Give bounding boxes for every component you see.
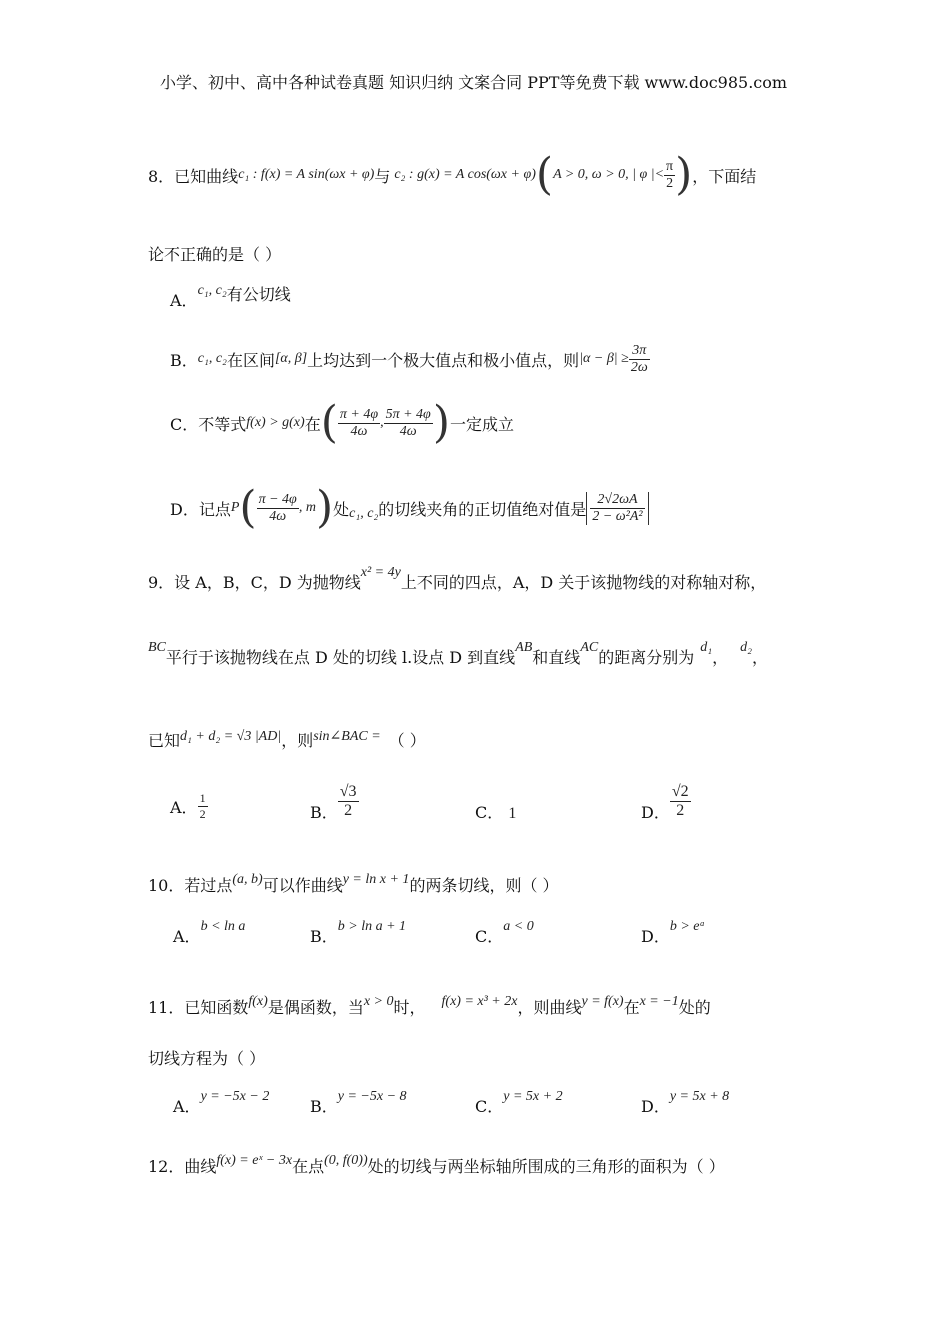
q8-c-numerator-2: 5π + 4φ	[385, 406, 431, 422]
q9-a-label: A．	[170, 797, 198, 817]
q11-point: x = −1	[639, 994, 679, 1009]
q12-function: f(x) = eˣ − 3x	[216, 1153, 293, 1168]
q10-b-value: b > ln a + 1	[337, 919, 407, 934]
q8-a-label: A．	[170, 291, 198, 310]
q8-b-math-1: c₁, c₂	[197, 351, 227, 366]
q8-c-text-1: 不等式	[198, 414, 247, 434]
q8-left-paren: (	[535, 149, 554, 200]
q12-point: (0, f(0))	[324, 1153, 368, 1168]
q11-text-3: 时，	[393, 998, 426, 1017]
q8-a-math: c₁, c₂	[197, 283, 227, 298]
q8-line-2: 论不正确的是（ ）	[148, 245, 282, 264]
q8-c-left-paren: (	[320, 397, 338, 448]
q8-option-b	[170, 336, 650, 382]
q9-a-denominator: 2	[199, 806, 206, 821]
q9-text-5: 的距离分别为	[598, 648, 695, 667]
q11-b-label: B．	[310, 1097, 338, 1116]
q9-ac: AC	[580, 640, 599, 655]
q8-d-value-denominator: 2 − ω²A²	[592, 508, 643, 524]
q9-c-label: C．	[475, 803, 504, 822]
q8-d-numerator: π − 4φ	[258, 491, 297, 507]
q9-option-c	[475, 800, 516, 823]
q8-c-denominator-1: 4ω	[350, 423, 368, 439]
q8-text-with: 与	[374, 166, 391, 186]
q11-a-value: y = −5x − 2	[200, 1089, 270, 1104]
question-10	[148, 873, 559, 896]
q9-d-denominator: 2	[676, 801, 685, 819]
q8-c-text-2: 在	[304, 414, 321, 434]
q11-a-label: A．	[173, 1097, 201, 1116]
q8-cond-denominator: 2	[666, 175, 674, 191]
q9-text-1: 9．设 A，B，C，D 为抛物线	[148, 573, 361, 592]
q11-definition: f(x) = x³ + 2x	[441, 994, 518, 1009]
q8-tail: ，下面结	[692, 166, 757, 186]
q10-b-label: B．	[310, 927, 338, 946]
q8-d-text-3: 的切线夹角的正切值绝对值是	[378, 499, 587, 519]
q10-option-d	[641, 919, 706, 947]
q9-a-fraction	[198, 791, 208, 822]
q8-d-point: P	[230, 500, 240, 515]
q9-a-numerator: 1	[199, 790, 206, 805]
question-9-line-1	[148, 565, 767, 593]
q9-parabola: x² = 4y	[360, 565, 401, 580]
q11-d-label: D．	[641, 1097, 670, 1116]
q12-text-3: 处的切线与两坐标轴所围成的三角形的面积为（ ）	[367, 1157, 725, 1176]
q11-option-c	[475, 1089, 563, 1117]
q9-d-numerator: √2	[671, 782, 689, 800]
q8-d-text-2: 处	[333, 499, 350, 519]
q9-text-10: （ ）	[388, 731, 426, 750]
q10-d-label: D．	[641, 927, 670, 946]
q8-c-right-paren: )	[432, 397, 450, 448]
q8-condition-fraction	[664, 159, 675, 192]
q8-d-value-fraction	[590, 492, 644, 525]
q9-b-numerator: √3	[339, 782, 357, 800]
q9-sin-expression: sin∠BAC =	[313, 729, 381, 744]
q8-c-math: f(x) > g(x)	[246, 415, 305, 430]
q10-text-1: 10．若过点	[148, 876, 233, 895]
q11-c-value: y = 5x + 2	[503, 1089, 563, 1104]
q8-d-m: , m	[298, 500, 316, 515]
q8-c-label: C．	[170, 414, 199, 434]
q8-d-label: D．	[170, 499, 199, 519]
q11-text-1: 11．已知函数	[148, 998, 249, 1017]
q8-curve-c1: c₁ : f(x) = A sin(ωx + φ)	[238, 167, 375, 182]
q8-option-a	[170, 282, 291, 310]
q11-d-value: y = 5x + 8	[669, 1089, 730, 1104]
q11-line-2: 切线方程为（ ）	[148, 1049, 266, 1068]
q10-d-value: b > eᵃ	[669, 919, 706, 934]
q9-d1: d₁	[700, 640, 713, 655]
q8-option-c	[170, 398, 514, 448]
question-11-line-1	[148, 995, 711, 1018]
q11-option-b	[310, 1089, 407, 1117]
q10-a-value: b < ln a	[200, 919, 246, 934]
q9-option-b	[310, 776, 359, 826]
q9-text-3: 平行于该抛物线在点 D 处的切线 l.设点 D 到直线	[165, 648, 516, 667]
q8-c-comma: ,	[380, 415, 384, 430]
question-12	[148, 1154, 725, 1177]
q8-c-text-3: 一定成立	[449, 414, 514, 434]
q9-d2: d₂	[740, 640, 752, 655]
q8-option-d	[170, 480, 649, 536]
question-9-line-2	[148, 640, 768, 668]
q11-text-2: 是偶函数，当	[267, 998, 364, 1017]
q9-text-2: 上不同的四点，A，D 关于该抛物线的对称轴对称，	[400, 573, 767, 592]
q10-option-c	[475, 919, 534, 947]
q10-c-label: C．	[475, 927, 504, 946]
q9-c-value: 1	[508, 805, 517, 822]
q9-d-label: D．	[641, 802, 670, 822]
q9-text-4: 和直线	[532, 648, 581, 667]
q11-curve: y = f(x)	[581, 994, 624, 1009]
q8-b-fraction	[629, 343, 650, 376]
q10-curve: y = ln x + 1	[342, 872, 410, 887]
q9-d-fraction	[670, 783, 691, 820]
q11-c-label: C．	[475, 1097, 504, 1116]
q10-option-b	[310, 919, 407, 947]
q8-d-left-paren: (	[239, 482, 257, 533]
q10-a-label: A．	[173, 927, 201, 946]
q8-d-denominator: 4ω	[269, 508, 287, 524]
q8-curve-c2: c₂ : g(x) = A cos(ωx + φ)	[394, 167, 536, 182]
q8-d-text-1: 记点	[198, 499, 231, 519]
q11-condition: x > 0	[363, 994, 394, 1009]
q11-option-d	[641, 1089, 730, 1117]
q8-condition: A > 0, ω > 0, | φ |<	[553, 167, 665, 182]
q8-b-math-3: |α − β| ≥	[579, 351, 629, 366]
q11-text-5: 在	[623, 998, 640, 1017]
q8-d-right-paren: )	[315, 482, 334, 533]
question-9-line-3	[148, 728, 426, 751]
q8-d-abs-bar	[586, 492, 648, 525]
q9-text-6: ，	[712, 648, 729, 667]
q9-bc: BC	[148, 640, 166, 655]
q8-b-text-1: 在区间	[226, 350, 275, 370]
q12-text-2: 在点	[292, 1157, 325, 1176]
q8-c-fraction-1	[338, 407, 380, 440]
q10-point: (a, b)	[232, 872, 263, 887]
q8-d-math: c₁, c₂	[349, 506, 379, 521]
page-header: 小学、初中、高中各种试卷真题 知识归纳 文案合同 PPT等免费下载 www.doc985.com	[160, 73, 788, 92]
q8-c-numerator-1: π + 4φ	[339, 406, 379, 422]
q8-right-paren: )	[675, 149, 693, 200]
q11-function: f(x)	[248, 994, 268, 1009]
q9-text-9: ，则	[281, 731, 314, 750]
q8-b-text-2: 上均达到一个极大值点和极小值点，则	[307, 350, 580, 370]
q11-text-6: 处的	[678, 998, 711, 1017]
q9-b-label: B．	[310, 802, 338, 822]
q8-b-math-2: [α, β]	[274, 351, 308, 366]
q10-text-3: 的两条切线，则（ ）	[409, 876, 559, 895]
q9-text-8: 已知	[148, 731, 181, 750]
q11-b-value: y = −5x − 8	[337, 1089, 407, 1104]
q9-text-7: ，	[751, 648, 768, 667]
q8-d-fraction	[257, 492, 299, 525]
q11-text-4: ，则曲线	[517, 998, 582, 1017]
q8-number: 8．已知曲线	[148, 166, 239, 186]
q11-option-a	[173, 1089, 270, 1117]
q8-b-denominator: 2ω	[630, 359, 648, 375]
q8-c-fraction-2	[384, 407, 433, 440]
q8-a-text: 有公切线	[226, 285, 291, 304]
q10-c-value: a < 0	[503, 919, 534, 934]
q8-d-value-numerator: 2√2ωA	[590, 492, 644, 509]
q10-text-2: 可以作曲线	[262, 876, 343, 895]
q8-b-label: B．	[170, 350, 198, 370]
q9-b-denominator: 2	[344, 801, 353, 819]
q9-ab: AB	[515, 640, 533, 655]
q9-option-a	[170, 786, 208, 826]
q8-c-denominator-2: 4ω	[399, 423, 417, 439]
q9-option-d	[641, 776, 691, 826]
q8-cond-numerator: π	[666, 158, 674, 174]
q10-option-a	[173, 919, 246, 947]
q9-b-fraction	[338, 783, 359, 820]
q12-text-1: 12．曲线	[148, 1157, 217, 1176]
question-8-line-1	[148, 150, 756, 200]
q8-b-numerator: 3π	[629, 343, 650, 360]
q9-condition: d₁ + d₂ = √3 |AD|	[180, 729, 282, 744]
